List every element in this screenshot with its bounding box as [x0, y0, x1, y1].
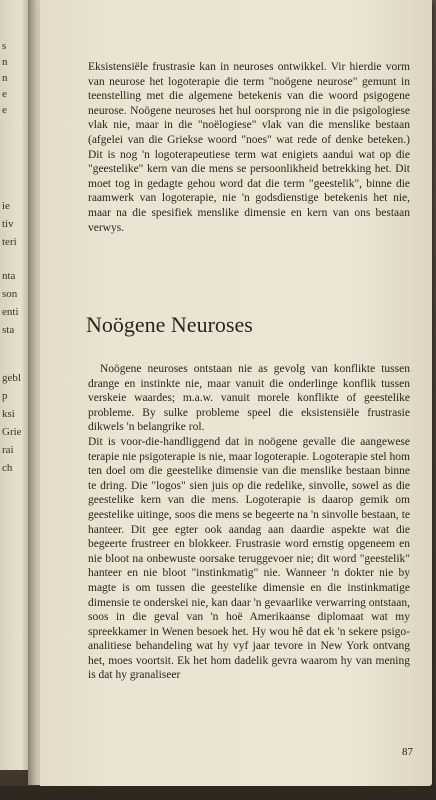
left-page-fragment: enti — [2, 306, 19, 318]
left-page-fragment: Grie — [2, 426, 22, 438]
page-number: 87 — [402, 746, 413, 758]
left-page-fragment: gebl — [2, 372, 21, 384]
paragraph-intro — [88, 60, 410, 235]
left-page-fragment: sta — [2, 324, 15, 336]
paragraph-text: Dit is voor-die-handliggend dat in noögene gevalle die aangewese terapie nie psigoterapie is nie, maar logoterapie. Logoterapie stel hom ten doel om die geestelike dimensie van die menslike bestaan binne te dring. Die "logos" sien juis op die redelike, sinvolle, sowel as die geestelike kern van die mens. Logoterapie is daarop gemik om geestelike uitinge, soos die mens se begeerte na 'n sinvolle bestaan, te hanteer. Dit gee egter ook aandag aan daardie aspekte wat die begeerte frustreer en blokkeer. Frustrasie word ernstig opgeneem en nie bloot na onbewuste oorsake teruggevoer nie; dit word "geestelik" hanteer en nie bloot "instinkmatig" nie. Wanneer 'n dokter nie by magte is om tussen die geestelike dimensie en die instinkmatige dimensie te onderskei nie, kan daar 'n gevaarlike verwarring ontstaan, soos in die geval van 'n hoë Amerikaanse diplomaat wat my spreekkamer in Wenen besoek het. Hy wou hê dat ek 'n sekere psigo-analitiese behandeling wat hy vyf jaar tevore in New York ontvang het, moes voortsit. Ek het hom dadelik gevra waarom hy van mening is dat hy granaliseer — [88, 435, 410, 682]
desk-shadow — [0, 786, 436, 800]
section-heading: Noögene Neuroses — [86, 312, 253, 337]
paragraph-text: Eksistensiële frustrasie kan in neuroses ontwikkel. Vir hierdie vorm van neurose het logoterapie die term "noögene neurose" gemunt in teenstelling met die algemene betekenis van die woord psigogene neurose. Noögene neuroses het hul oorsprong nie in die psigologiese vlak nie, maar in die "noëlogiese" vlak van die menslike bestaan (afgelei van die Griekse woord "noes" wat rede of denke beteken.) Dit is nog 'n logoterapeutiese term wat enigiets aandui wat op die "geestelike" kern van die mens se persoonlikheid betrekking het. Dit moet tog in gedagte gehou word dat die term "geestelik", binne die raamwerk van logoterapie, nie 'n godsdienstige betekenis het nie, maar na die spesifiek menslike dimensie en kern van ons bestaan verwys. — [88, 61, 410, 234]
left-page-fragment: nta — [2, 270, 16, 282]
left-page-fragment: ch — [2, 462, 13, 474]
left-page-fragment: son — [2, 288, 18, 300]
left-page-fragment: n — [2, 72, 8, 84]
left-page-fragment: p — [2, 390, 8, 402]
left-page-fragment: ie — [2, 200, 10, 212]
right-page — [40, 0, 432, 786]
left-page-fragment: s — [2, 40, 7, 52]
paragraph-section — [88, 362, 410, 683]
left-page-edge — [0, 0, 30, 770]
left-page-fragment: n — [2, 56, 8, 68]
left-page-fragment: tiv — [2, 218, 14, 230]
left-page-fragment: teri — [2, 236, 17, 248]
paragraph-text: Noögene neuroses ontstaan nie as gevolg van konflikte tussen drange en instinkte nie, maar vanuit die onderlinge konflik tussen verskeie waardes; m.a.w. vanuit morele konflikte of geestelike probleme. By sulke probleme speel die eksistensiële frustrasie dikwels 'n belangrike rol. — [88, 363, 410, 434]
left-page-fragment: ksi — [2, 408, 15, 420]
left-page-fragment: rai — [2, 444, 14, 456]
left-page-fragment: e — [2, 88, 7, 100]
left-page-fragment: e — [2, 104, 7, 116]
